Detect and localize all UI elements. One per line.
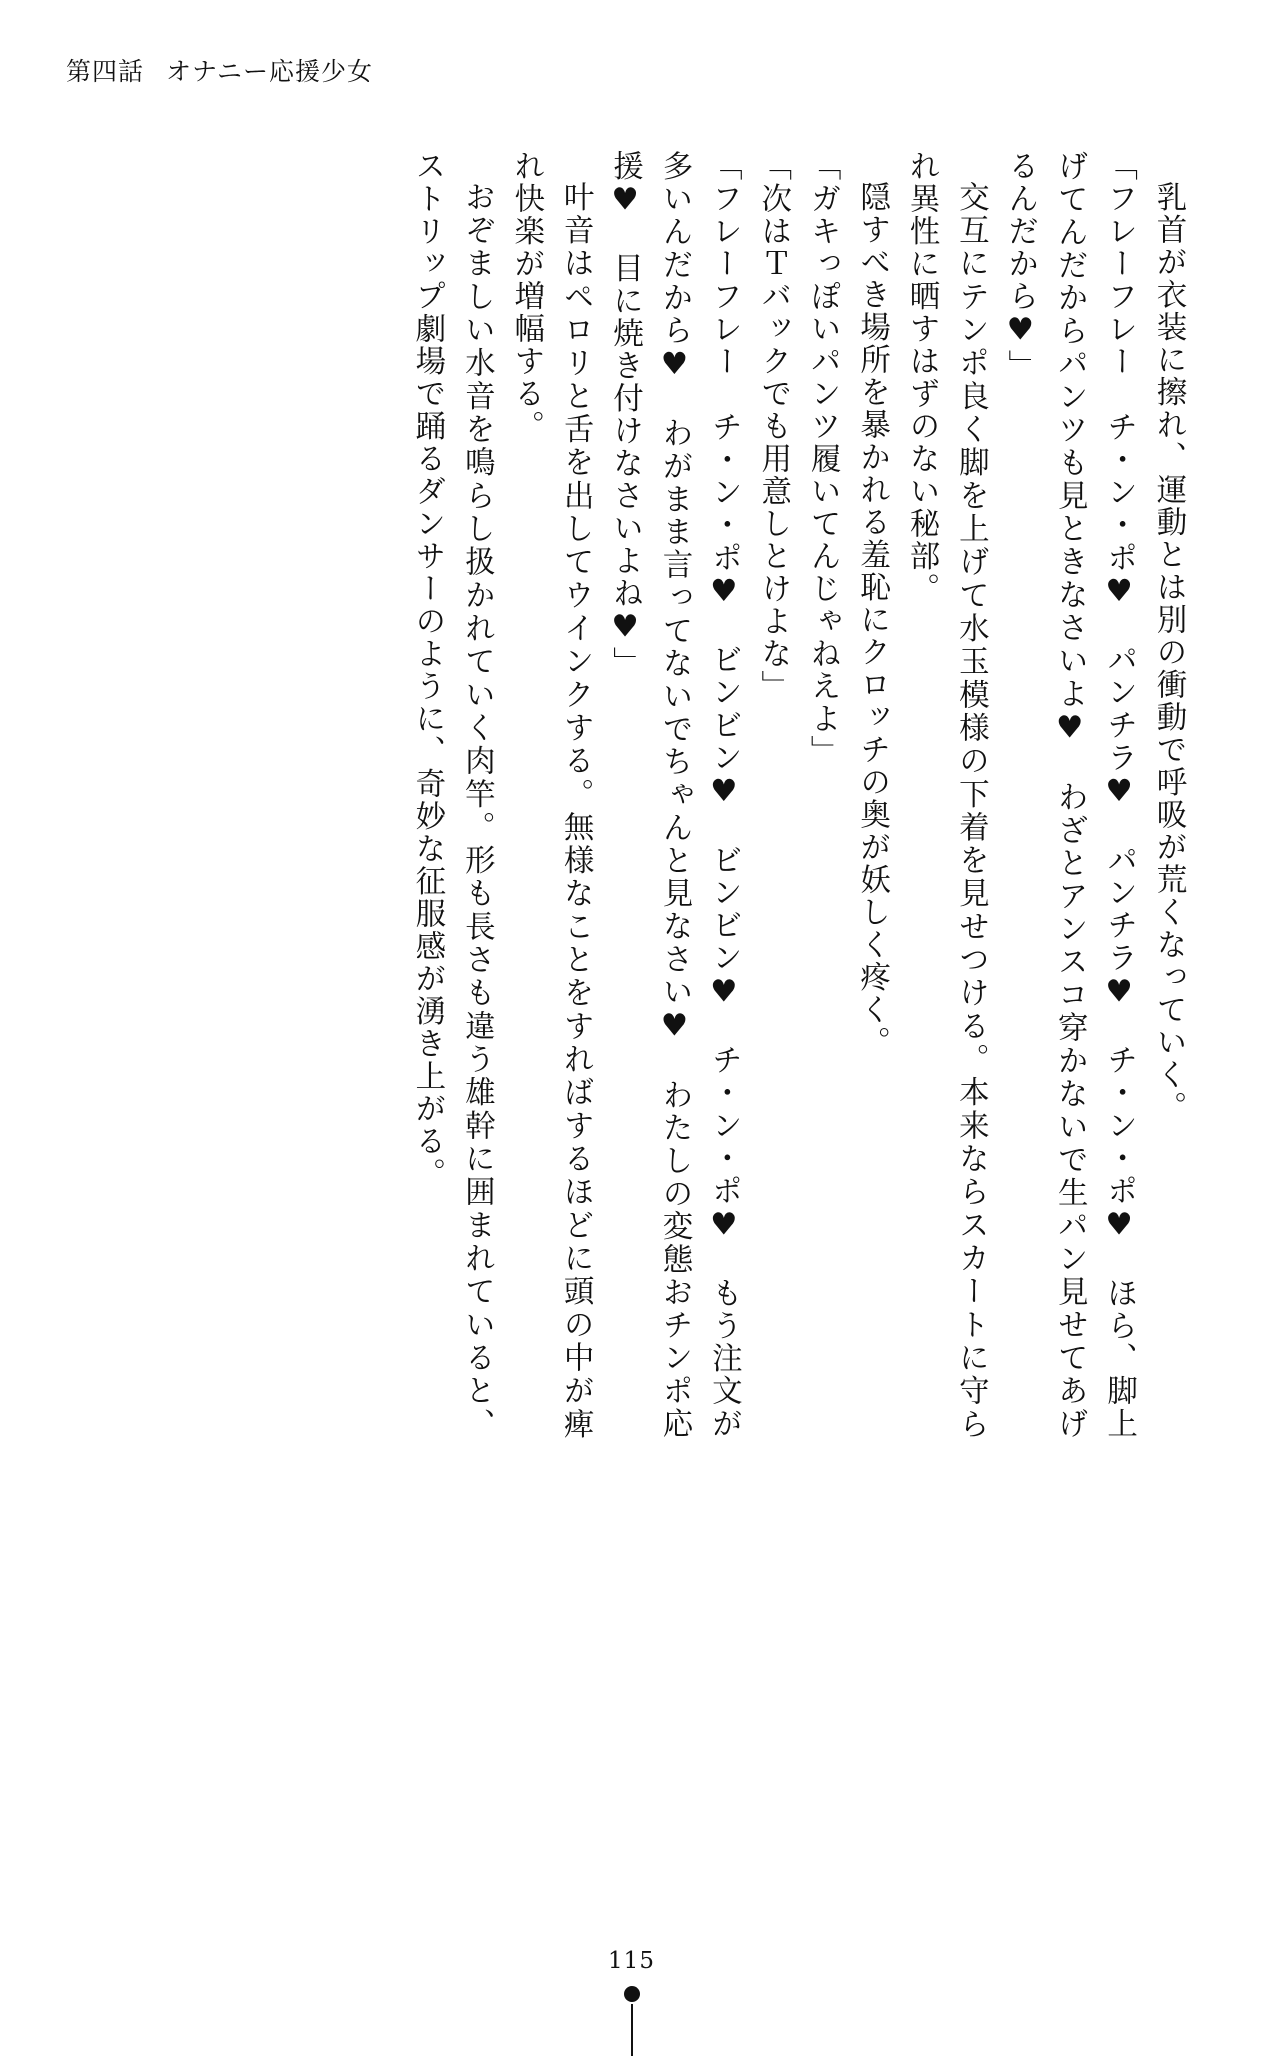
footer-binding-mark xyxy=(624,1986,640,2056)
footer-rule xyxy=(631,2004,633,2056)
paragraph: 「フレーフレー チ・ン・ポ♥ ビンビン♥ ビンビン♥ チ・ン・ポ♥ もう注文が多いんだから♥ わがまま言ってないでちゃんと見なさい♥ わたしの変態おチンポ応援♥ 目に焼き付けなさいよね♥」 xyxy=(607,150,742,1440)
chapter-number: 第四話 xyxy=(66,57,145,86)
paragraph: 交互にテンポ良く脚を上げて水玉模様の下着を見せつける。本来ならスカートに守られ異性に晒すはずのない秘部。 xyxy=(903,150,989,1441)
paragraph: 「ガキっぽいパンツ履いてんじゃねえよ」 xyxy=(805,150,841,768)
paragraph: 乳首が衣装に擦れ、運動とは別の衝動で呼吸が荒くなっていく。 xyxy=(1151,180,1186,1123)
paragraph: 叶音はペロリと舌を出してウインクする。無様なことをすればするほどに頭の中が痺れ快楽が増幅する。 xyxy=(508,150,594,1440)
page-body-text xyxy=(73,150,1193,1440)
page-number: 115 xyxy=(608,1948,655,1974)
running-header xyxy=(66,52,373,88)
footer-dot-icon xyxy=(624,1986,640,2002)
paragraph: おぞましい水音を鳴らし扱かれていく肉竿。形も長さも違う雄幹に囲まれていると、ストリップ劇場で踊るダンサーのように、奇妙な征服感が湧き上がる。 xyxy=(409,150,495,1441)
paragraph: 「次はＴバックでも用意しとけよな」 xyxy=(755,150,791,703)
paragraph: 隠すべき場所を暴かれる羞恥にクロッチの奥が妖しく疼く。 xyxy=(854,180,890,1058)
chapter-title: オナニー応援少女 xyxy=(166,57,374,86)
paragraph: 「フレーフレー チ・ン・ポ♥ パンチラ♥ パンチラ♥ チ・ン・ポ♥ ほら、脚上げてんだからパンツも見ときなさいよ♥ わざとアンスコ穿かないで生パン見せてあげるんだから♥」 xyxy=(1002,150,1137,1440)
